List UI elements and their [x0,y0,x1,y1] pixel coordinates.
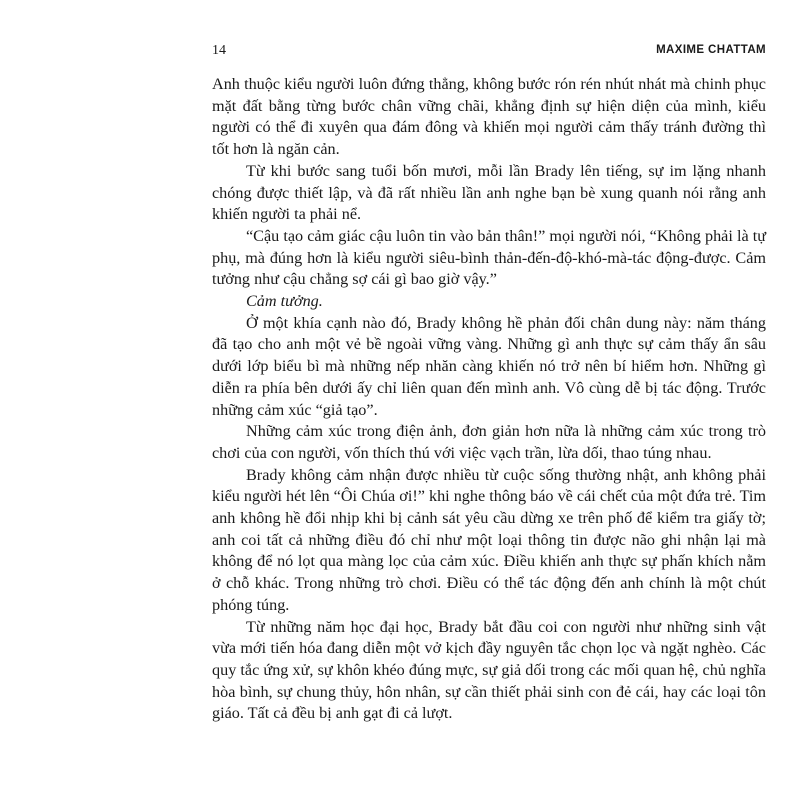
paragraph: Những cảm xúc trong điện ảnh, đơn giản hơn nữa là những cảm xúc trong trò chơi của con người, vốn thích thú với việc vạch trần, lừa dối, thao túng nhau. [212,422,766,462]
paragraph-italic: Cảm tưởng. [246,292,323,311]
running-head-author: MAXIME CHATTAM [656,44,766,56]
paragraph: Brady không cảm nhận được nhiều từ cuộc sống thường nhật, anh không phải kiểu người hét lên “Ôi Chúa ơi!” khi nghe thông báo về cái chết của một đứa trẻ. Tim anh không hề đổi nhịp khi bị cảnh sát yêu cầu dừng xe trên phố để kiểm tra giấy tờ; anh coi tất cả những điều đó chỉ như một loại thông tin được não ghi nhận lại mà không để nó lọt qua màng lọc của cảm xúc. Điều khiến anh thực sự phấn khích nằm ở chỗ khác. Trong những trò chơi. Điều có thể tác động đến anh chính là một chút phóng túng. [212,465,766,614]
page-number: 14 [212,43,226,58]
paragraph: Anh thuộc kiểu người luôn đứng thẳng, không bước rón rén nhút nhát mà chinh phục mặt đất bằng từng bước chân vững chãi, khẳng định sự hiện diện của mình, kiểu người có thể đi xuyên qua đám đông và khiến mọi người cảm thấy tránh đường thì tốt hơn là ngăn cản. [212,75,766,159]
paragraph: Từ khi bước sang tuổi bốn mươi, mỗi lần Brady lên tiếng, sự im lặng nhanh chóng được thiết lập, và đã rất nhiều lần anh nghe bạn bè xung quanh nói rằng anh khiến người ta phải nể. [212,161,766,224]
body-text [212,74,766,725]
paragraph: Từ những năm học đại học, Brady bắt đầu coi con người như những sinh vật vừa mới tiến hóa đang diễn một vở kịch đầy nguyên tắc chọn lọc và ngặt nghèo. Các quy tắc ứng xử, sự khôn khéo đúng mực, sự giả dối trong các mối quan hệ, chủ nghĩa hòa bình, sự chung thủy, hôn nhân, sự cần thiết phải sinh con đẻ cái, hay các loại tôn giáo. Tất cả đều bị anh gạt đi cả lượt. [212,617,766,723]
paragraph: Ở một khía cạnh nào đó, Brady không hề phản đối chân dung này: năm tháng đã tạo cho anh một vẻ bề ngoài vững vàng. Những gì anh thực sự cảm thấy ẩn sâu dưới lớp biểu bì mà những nếp nhăn càng khiến nó trở nên bí hiểm hơn. Những gì diễn ra phía bên dưới ấy chỉ liên quan đến mình anh. Vô cùng dễ bị tác động. Trước những cảm xúc “giả tạo”. [212,313,766,419]
paragraph: “Cậu tạo cảm giác cậu luôn tin vào bản thân!” mọi người nói, “Không phải là tự phụ, mà đúng hơn là kiểu người siêu-bình thản-đến-độ-khó-mà-tác động-được. Cảm tưởng như cậu chẳng sợ cái gì bao giờ vậy.” [212,226,766,289]
page-header [212,43,766,63]
